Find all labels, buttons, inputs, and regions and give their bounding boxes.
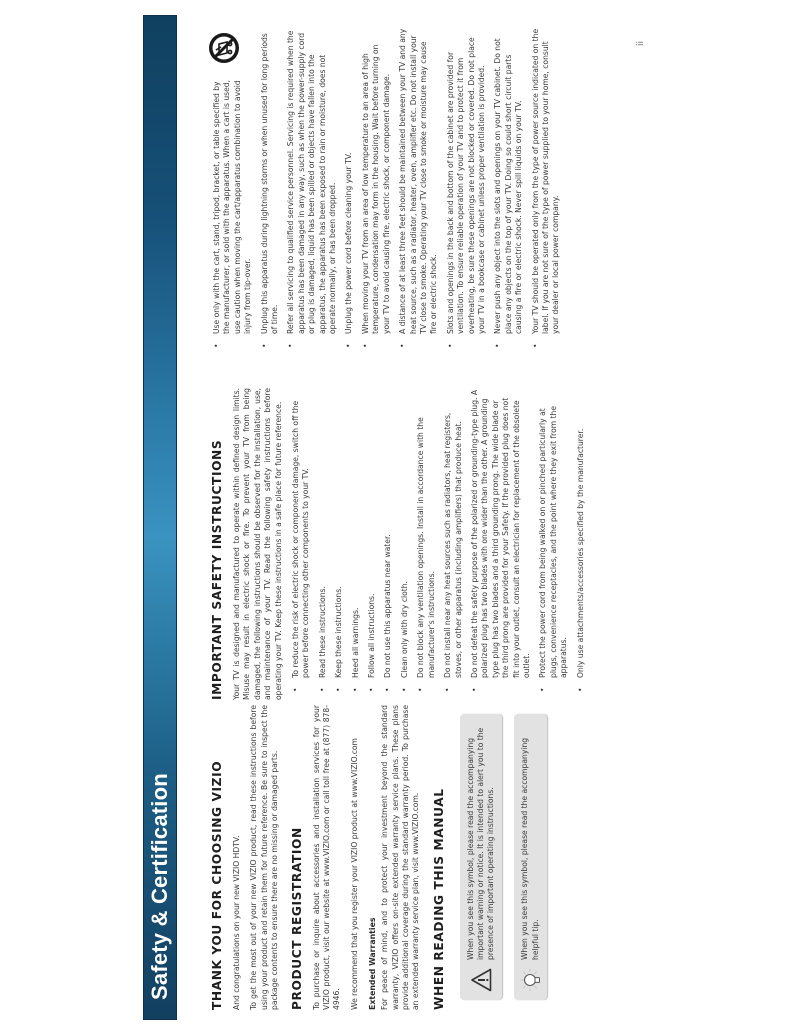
page-number: ii bbox=[636, 40, 646, 46]
safety-list bbox=[291, 388, 586, 700]
list-item: • Read these instructions. bbox=[317, 586, 327, 692]
paragraph: And congratulations on your new VIZIO HDTV. bbox=[232, 835, 241, 1010]
heading-product-registration: PRODUCT REGISTRATION bbox=[289, 827, 304, 1010]
column-right bbox=[212, 28, 568, 350]
paragraph: For peace of mind, and to protect your investment beyond the standard warranty, VIZIO offers on-site extended warranty service plans. These plans provide additional coverage during the standard warranty period. To purchase an extended warranty service plan, visit www.VIZIO.com. bbox=[380, 705, 421, 1010]
paragraph: We recommend that you register your VIZIO product at www.VIZIO.com bbox=[349, 738, 359, 1010]
list-item: • To reduce the risk of electric shock or component damage, switch off the power before connecting other components to your TV. bbox=[291, 400, 311, 692]
list-item: • Do not use this apparatus near water. bbox=[383, 534, 393, 692]
column-middle bbox=[210, 388, 592, 700]
column-left bbox=[210, 705, 547, 1010]
warning-note-text: When you see this symbol, please read the accompanying important warning or notice. It is intended to alert you to the presence of important operating instructions. bbox=[465, 727, 496, 960]
tip-note-text: When you see this symbol, please read the accompanying helpful tip. bbox=[520, 737, 540, 960]
list-item: • Do not block any ventilation openings. Install in accordance with the manufacturer's instructions. bbox=[416, 417, 436, 692]
warning-triangle-icon bbox=[470, 968, 492, 992]
list-item: • Heed all warnings. bbox=[350, 607, 360, 692]
heading-extended-warranties: Extended Warranties bbox=[368, 917, 378, 1010]
warning-note-box bbox=[460, 714, 503, 1000]
list-item: • Protect the power cord from being walked on or pinched particularly at plugs, convenience receptacles, and the point where they exit from the apparatus. bbox=[538, 405, 569, 692]
tip-note-box bbox=[514, 714, 546, 1000]
heading-thank-you: THANK YOU FOR CHOOSING VIZIO bbox=[210, 760, 224, 1010]
list-item: • Unplug the power cord before cleaning your TV. bbox=[344, 152, 354, 348]
list-item: • Refer all servicing to qualified service personnel. Servicing is required when the apparatus has been damaged in any way, such as when the power-supply cord or plug is damaged, liquid has been spilled or objects have fallen into the apparatus, the apparatus has been exposed to rain or moisture, does not operate normally, or has been dropped. bbox=[286, 30, 338, 348]
list-item: • Only use attachments/accessories specified by the manufacturer. bbox=[575, 428, 585, 692]
list-item: • Keep these instructions. bbox=[334, 586, 344, 692]
lightbulb-icon bbox=[520, 968, 542, 992]
heading-when-reading: WHEN READING THIS MANUAL bbox=[431, 788, 446, 1010]
list-item: • Unplug this apparatus during lightning storms or when unused for long periods of time. bbox=[259, 33, 280, 348]
list-item: • Clean only with dry cloth. bbox=[399, 581, 409, 692]
list-item: • Slots and openings in the back and bottom of the cabinet are provided for ventilation. To ensure reliable operation of your TV and to protect it from overheating, be sure these openings are not blocked or covered. Do not place your TV in a bookcase or cabinet unless proper ventilation is provided. bbox=[445, 37, 486, 348]
list-item: • Do not install near any heat sources such as radiators, heat registers, stoves, or other apparatus (including amplifiers) that produce heat. bbox=[443, 412, 463, 692]
safety-intro: Your TV is designed and manufactured to operate within defined design limits. Misuse may result in electric shock or fire. To prevent your TV from being damaged, the following instructions should be observed for the installation, use, and maintenance of your TV. Read the following safety instructions before operating your TV. Keep these instructions in a safe place for future reference. bbox=[232, 388, 283, 700]
safety-list-continued bbox=[212, 28, 562, 350]
list-item: • When moving your TV from an area of low temperature to an area of high temperature, condensation may form in the housing. Wait before turning on your TV to avoid causing fire, electric shock, or component damage. bbox=[360, 44, 391, 348]
list-item: • A distance of at least three feet should be maintained between your TV and any heat source, such as a radiator, heater, oven, amplifier etc. Do not install your TV close to smoke. Operating your TV close to smoke or moisture may cause fire or electric shock. bbox=[398, 28, 439, 348]
list-item: • Follow all instructions. bbox=[367, 593, 377, 692]
list-item: • Your TV should be operated only from the type of power source indicated on the label. If you are not sure of the type of power supplied to your home, consult your dealer or local power company. bbox=[530, 28, 561, 348]
section-banner bbox=[143, 15, 177, 1020]
paragraph: To purchase or inquire about accessories and installation services for your VIZIO product, visit our website at www.VIZIO.com or call toll free at (877) 878-4946. bbox=[311, 705, 342, 1010]
heading-important-safety: IMPORTANT SAFETY INSTRUCTIONS bbox=[210, 439, 224, 700]
list-item: • Use only with the cart, stand, tripod, bracket, or table specified by the manufacturer, or sold with the apparatus. When a cart is used, use caution when moving the cart/apparatus combination to avoid injury from tip-over. bbox=[212, 79, 253, 348]
paragraph: To get the most out of your new VIZIO product, read these instructions before using your product and retain them for future reference. Be sure to inspect the package contents to ensure there are no missing or damaged parts. bbox=[249, 705, 280, 1010]
list-item: • Do not defeat the safety purpose of the polarized or grounding-type plug. A polarized plug has two blades with one wider than the other. A grounding type plug has two blades and a third grounding prong. The wide blade or the third prong are provided for your Safety. If the provided plug does not fit into your outlet, consult an electrician for replacement of the obsolete outlet. bbox=[469, 389, 531, 692]
section-title: Safety & Certification bbox=[147, 773, 172, 1000]
list-item: • Never push any object into the slots and openings on your TV cabinet. Do not place any objects on the top of your TV. Doing so could short circuit parts causing a fire or electric shock. Never spill liquids on your TV. bbox=[493, 38, 524, 348]
